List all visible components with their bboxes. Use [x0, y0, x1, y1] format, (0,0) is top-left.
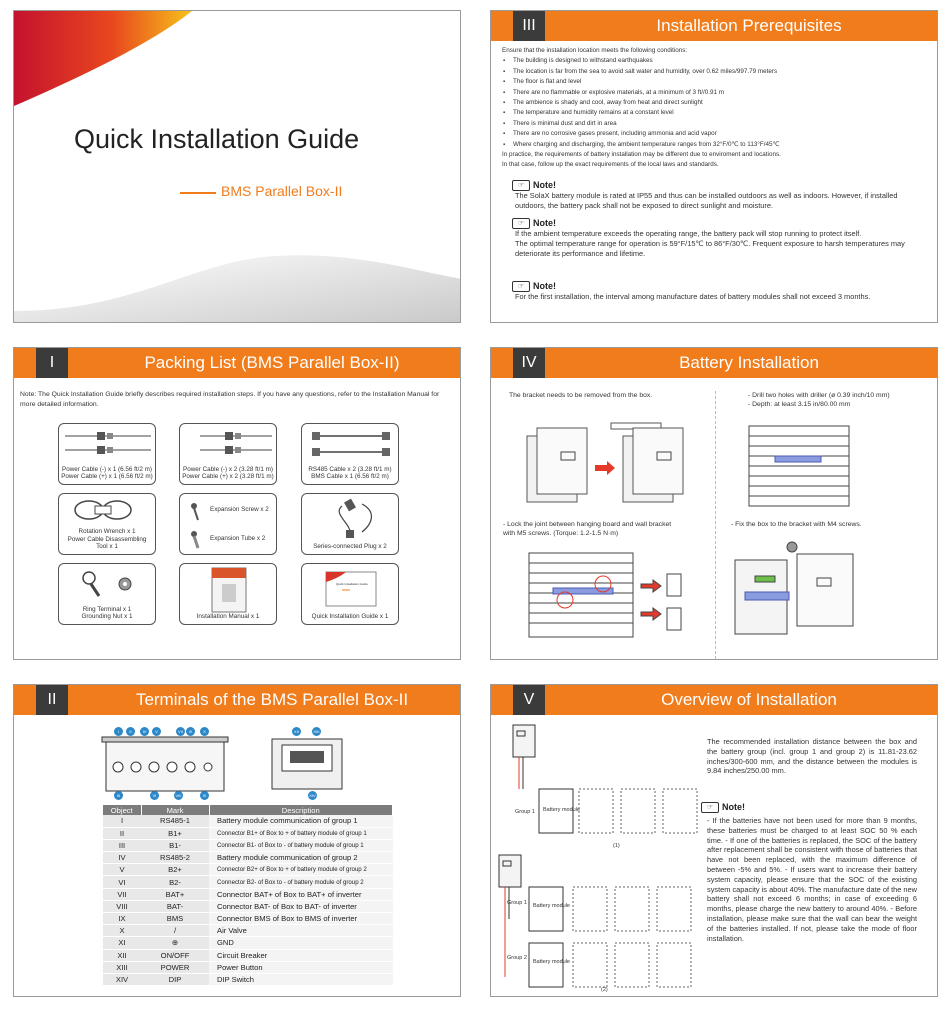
box-mounted-illustration: [735, 542, 853, 634]
box-illustration: [527, 423, 683, 502]
section-number: I: [36, 348, 68, 378]
section-number: V: [513, 685, 545, 715]
object-cell: IV: [103, 852, 141, 864]
callout-badge: VI: [150, 791, 159, 800]
packing-item-label: Power Cable (-) x 1 (6.56 ft/2 m): [62, 465, 152, 473]
step-text: - Depth: at least 3.15 in/80.00 mm: [748, 401, 851, 408]
list-item: ▪ Where charging and discharging, the ambient temperature ranges from 32°F/0℃ to 113°F/45℃: [502, 140, 927, 150]
table-row: [103, 949, 393, 961]
packing-item-label: BMS Cable x 1 (6.56 ft/2 m): [311, 473, 389, 481]
callout-badge: XI: [200, 791, 209, 800]
note-label: Note!: [722, 801, 745, 812]
packing-item-power-cable-1m: [179, 423, 277, 485]
module-label: Battery module: [533, 959, 570, 965]
table-row: [103, 815, 393, 827]
object-cell: VI: [103, 876, 141, 888]
packing-item-label: Power Cable Disassembling: [67, 535, 147, 543]
callout-badge: IX: [186, 727, 195, 736]
list-item: ▪ The floor is flat and level: [502, 77, 927, 87]
table-row: [103, 839, 393, 851]
guide-cover-text: Quick Installation Guide: [336, 582, 368, 586]
list-item: ▪ The temperature and humidity remains at a constant level: [502, 108, 927, 118]
packing-item-label: Grounding Nut x 1: [81, 613, 133, 621]
packing-item-label: Tool x 1: [96, 543, 118, 551]
table-row: [103, 888, 393, 900]
group-label: Group 2: [507, 955, 527, 961]
object-cell: III: [103, 839, 141, 851]
group-label: Group 1: [515, 809, 535, 815]
packing-item-installation-manual: [179, 563, 277, 625]
section-number: IV: [513, 348, 545, 378]
list-item: ▪ The building is designed to withstand earthquakes: [502, 56, 927, 66]
packing-item-rotation-wrench: [58, 493, 156, 555]
note-block: [502, 218, 919, 258]
module-label: Battery module: [533, 903, 570, 909]
mark-cell: /: [141, 925, 209, 937]
packing-item-label: Quick Installation Guide x 1: [311, 613, 389, 621]
note-text: For the first installation, the interval among manufacture dates of battery modules shall not exceed 3 months.: [515, 292, 871, 301]
object-cell: IX: [103, 913, 141, 925]
section-title: Packing List (BMS Parallel Box-II): [144, 353, 400, 372]
step-text: with M5 screws. (Torque: 1.2-1.5 N·m): [503, 530, 619, 537]
callout-badge: XIV: [309, 793, 316, 798]
packing-item-label: Power Cable (-) x 2 (3.28 ft/1 m): [183, 465, 273, 473]
description-cell: Connector B1- of Box to - of battery module of group 1: [209, 839, 393, 851]
description-cell: Circuit Breaker: [209, 949, 393, 961]
packing-item-expansion-screw: [179, 493, 277, 555]
packing-item-power-cable-2m: [58, 423, 156, 485]
mark-cell: DIP: [141, 973, 209, 985]
section-title: Installation Prerequisites: [656, 16, 842, 35]
installation-illustrations: [491, 348, 938, 660]
terminals-page: [13, 684, 461, 997]
list-item: ▪ The ambience is shady and cool, away from heat and direct sunlight: [502, 98, 927, 108]
note-text: The SolaX battery module is rated at IP55 and thus can be installed outdoors as well as indoors. However, if installed outdoors, the battery pack shall not be exposed to direct sunlight and moisture.: [515, 191, 898, 210]
mark-cell: RS485-2: [141, 852, 209, 864]
note-icon: ☞: [512, 180, 530, 191]
packing-item-label: Ring Terminal x 1: [82, 605, 132, 613]
mark-cell: POWER: [141, 961, 209, 973]
practice-text: In practice, the requirements of battery installation may be different due to enviroment and locations.: [502, 151, 781, 159]
packing-item-label: Power Cable (+) x 1 (6.56 ft/2 m): [61, 473, 153, 481]
figure-label: (2): [601, 987, 608, 993]
overview-page: [490, 684, 938, 997]
description-cell: Connector B1+ of Box to + of battery module of group 1: [209, 827, 393, 839]
cover-divider: [180, 192, 216, 194]
description-cell: Connector BAT+ of Box to BAT+ of inverter: [209, 888, 393, 900]
callout-badge: IV: [140, 727, 149, 736]
mark-cell: BAT+: [141, 888, 209, 900]
section-number: II: [36, 685, 68, 715]
table-row: [103, 937, 393, 949]
callout-badge: XIII: [313, 729, 320, 734]
object-cell: VIII: [103, 900, 141, 912]
object-cell: XIV: [103, 973, 141, 985]
packing-item-label: Rotation Wrench x 1: [78, 528, 136, 536]
callout-badge: XII: [292, 727, 301, 736]
object-cell: XI: [103, 937, 141, 949]
mark-cell: B1-: [141, 839, 209, 851]
mark-cell: B1+: [141, 827, 209, 839]
step-text: - Lock the joint between hanging board and wall bracket: [503, 521, 672, 528]
description-cell: Battery module communication of group 1: [209, 815, 393, 827]
mark-cell: ON/OFF: [141, 949, 209, 961]
column-header: Description: [209, 805, 393, 815]
note-label: Note!: [533, 179, 556, 190]
description-cell: Connector B2- of Box to - of battery module of group 2: [209, 876, 393, 888]
section-title: Battery Installation: [679, 353, 819, 372]
callout-badge: II: [126, 727, 135, 736]
description-cell: Power Button: [209, 961, 393, 973]
figure-label: (1): [613, 843, 620, 849]
mark-cell: ⊕: [141, 937, 209, 949]
mark-cell: RS485-1: [141, 815, 209, 827]
list-item: ▪ The location is far from the sea to avoid salt water and humidity, over 0.62 miles/997.79 meters: [502, 67, 927, 77]
list-item: ▪ There are no corrosive gases present, including ammonia and acid vapor: [502, 129, 927, 139]
packing-item-ring-terminal: [58, 563, 156, 625]
callout-badge: VII: [176, 727, 185, 736]
description-cell: Air Valve: [209, 925, 393, 937]
object-cell: XIII: [103, 961, 141, 973]
section-number: III: [513, 11, 545, 41]
callout-badge: III: [114, 791, 123, 800]
list-item: ▪ There are no flammable or explosive materials, at a minimum of 3 ft//0.91 m: [502, 88, 927, 98]
note-label: Note!: [533, 217, 556, 228]
table-row: [103, 973, 393, 985]
overview-notes: - If the batteries have not been used for more than 9 months, these batteries must be charged to at least SOC 50 % each time. - If one of the batteries is replaced, the SOC of the battery after replacement shall be consistent with those of batteries that have not been replaced, with the maximum difference of between -5% and 5%. - If users want to increase their battery system capacity, please ensure that the SOC of the existing system capacity is about 40%. The manufacture date of the new battery shall not exceed 6 months; in case of exceeding 6 months, please charge the new battery to around 40%. - Before installation, please make sure that the wall can bear the weight of the batteries installed. If not, please take the mode of floor installation.: [707, 816, 917, 943]
note-icon: ☞: [512, 218, 530, 229]
column-header: Object: [103, 805, 141, 815]
note-block: [502, 281, 919, 302]
packing-item-quick-guide: [301, 563, 399, 625]
section-header: [491, 11, 937, 41]
object-cell: II: [103, 827, 141, 839]
description-cell: DIP Switch: [209, 973, 393, 985]
step-text: - Drill two holes with driller (ø 0.39 inch/10 mm): [748, 392, 890, 399]
packing-note: Note: The Quick Installation Guide briefly describes required installation steps. If you have any questions, refer to the Installation Manual for more detailed information.: [20, 391, 440, 408]
object-cell: I: [103, 815, 141, 827]
packing-item-label: Power Cable (+) x 2 (3.28 ft/1 m): [182, 473, 274, 481]
note-block: [701, 802, 917, 813]
object-cell: XII: [103, 949, 141, 961]
section-title: Overview of Installation: [661, 690, 837, 709]
table-row: [103, 900, 393, 912]
object-cell: X: [103, 925, 141, 937]
battery-installation-page: [490, 347, 938, 660]
brick-wall-illustration: [529, 553, 681, 637]
description-cell: Battery module communication of group 2: [209, 852, 393, 864]
module-label: Battery module: [543, 807, 580, 813]
packing-list-page: [13, 347, 461, 660]
brick-wall-illustration: [749, 426, 849, 506]
packing-item-label: RS485 Cable x 2 (3.28 ft/1 m): [308, 465, 392, 473]
cover-title: Quick Installation Guide: [74, 124, 360, 154]
description-cell: Connector BAT- of Box to BAT- of inverter: [209, 900, 393, 912]
prerequisites-list: [502, 56, 927, 150]
step-text: The bracket needs to be removed from the box.: [509, 392, 653, 399]
mark-cell: BMS: [141, 913, 209, 925]
packing-item-label: Expansion Tube x 2: [210, 535, 266, 542]
cover-page: [13, 10, 461, 323]
section-title: Terminals of the BMS Parallel Box-II: [135, 690, 409, 709]
mark-cell: B2-: [141, 876, 209, 888]
note-icon: ☞: [512, 281, 530, 292]
list-item: ▪ There is minimal dust and dirt in area: [502, 119, 927, 129]
table-row: [103, 925, 393, 937]
description-cell: Connector BMS of Box to BMS of inverter: [209, 913, 393, 925]
column-header: Mark: [141, 805, 209, 815]
table-row: [103, 864, 393, 876]
screw-icon: [180, 494, 278, 556]
prerequisites-page: [490, 10, 938, 323]
object-cell: V: [103, 864, 141, 876]
group-label: Group 1: [507, 900, 527, 906]
object-cell: VII: [103, 888, 141, 900]
callout-badge: VIII: [175, 793, 182, 798]
note-block: [502, 180, 919, 211]
practice-text: In that case, follow up the exact requirements of the local laws and standards.: [502, 161, 719, 169]
note-text: The optimal temperature range for operation is 59°F/15℃ to 86°F/30℃. Frequent exposure to harsh temperatures may deteriorate its performance and lifetime.: [515, 238, 905, 258]
callout-badge: V: [152, 727, 161, 736]
table-row: [103, 913, 393, 925]
step-text: - Fix the box to the bracket with M4 screws.: [731, 521, 862, 528]
note-label: Note!: [533, 280, 556, 291]
table-row: [103, 852, 393, 864]
table-row: [103, 876, 393, 888]
table-row: [103, 961, 393, 973]
terminal-table: [103, 805, 393, 986]
description-cell: GND: [209, 937, 393, 949]
packing-item-rs485-cable: [301, 423, 399, 485]
callout-badge: X: [200, 727, 209, 736]
prerequisites-text: [502, 46, 927, 171]
mark-cell: BAT-: [141, 900, 209, 912]
packing-item-label: Expansion Screw x 2: [210, 506, 269, 513]
cover-subtitle: BMS Parallel Box-II: [221, 183, 343, 199]
cover-decoration: [14, 11, 461, 323]
note-icon: ☞: [701, 802, 719, 813]
section-header: [14, 348, 460, 378]
mark-cell: B2+: [141, 864, 209, 876]
callout-badge: I: [114, 727, 123, 736]
prerequisites-intro: Ensure that the installation location meets the following conditions:: [502, 47, 688, 54]
packing-item-label: Installation Manual x 1: [196, 613, 260, 621]
description-cell: Connector B2+ of Box to + of battery module of group 2: [209, 864, 393, 876]
packing-item-label: Series-connected Plug x 2: [313, 543, 387, 551]
table-row: [103, 827, 393, 839]
packing-item-series-plug: [301, 493, 399, 555]
note-text: If the ambient temperature exceeds the operating range, the battery pack will stop running to protect itself.: [515, 229, 862, 238]
overview-diagram: [491, 707, 701, 997]
section-header: [14, 685, 460, 715]
overview-paragraph: The recommended installation distance between the box and the battery group (incl. group 1 and group 2) is 11.81-23.62 inches/300-600 mm, and the distance between the modules is 9.84 inches/250.00 mm.: [707, 737, 917, 776]
